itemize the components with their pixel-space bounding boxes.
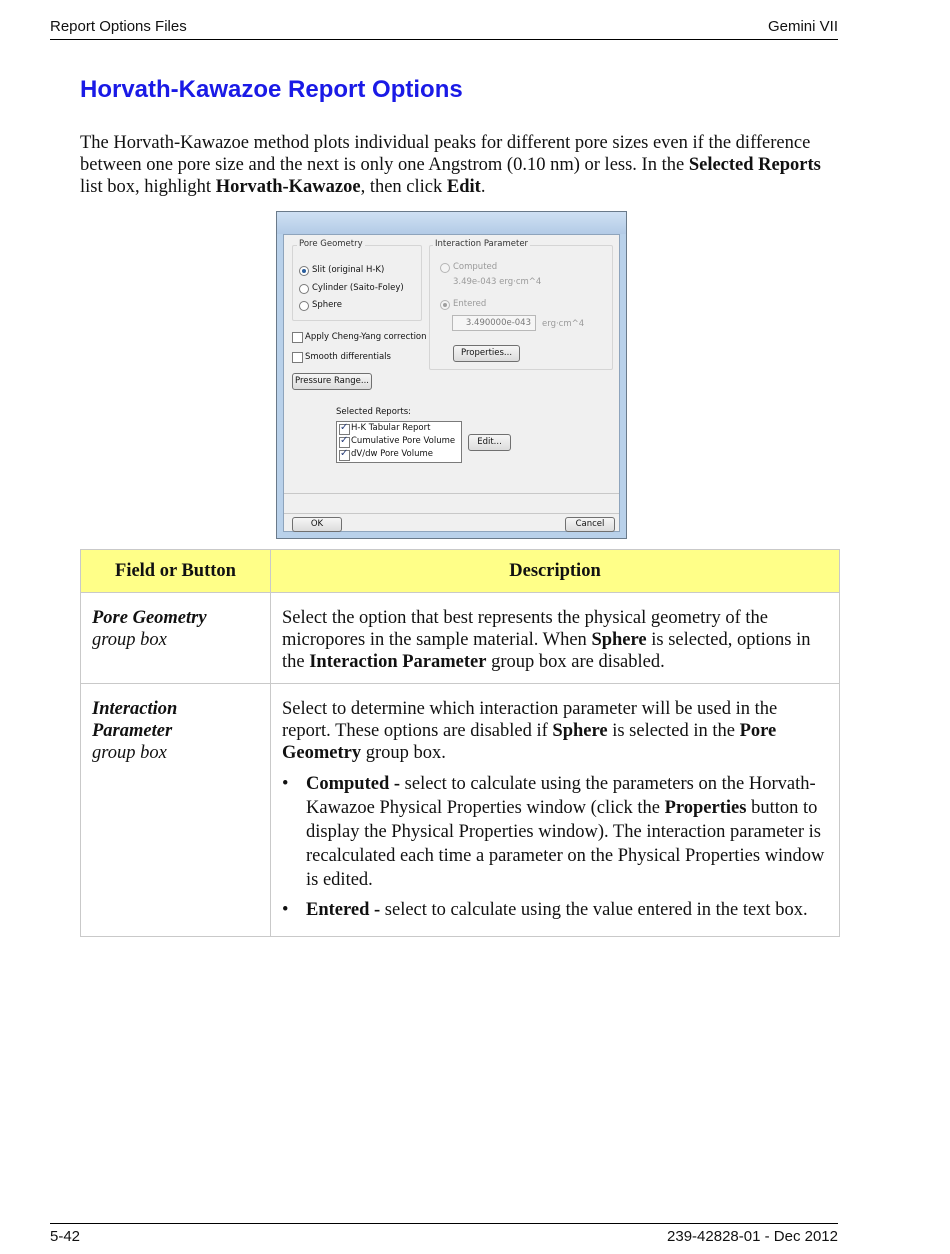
pressure-range-button[interactable]: Pressure Range...	[292, 373, 372, 390]
report-item-dvdw[interactable]: dV/dw Pore Volume	[351, 449, 433, 459]
smooth-label: Smooth differentials	[305, 352, 391, 362]
entered-value-input[interactable]: 3.490000e-043	[452, 315, 536, 331]
computed-label: Computed	[453, 262, 498, 272]
intro-paragraph: The Horvath-Kawazoe method plots individual peaks for different pore sizes even if the difference between one pore size and the next is only one Angstrom (0.10 nm) or less. In the Selected Reports list box, highlight Horvath-Kawazoe, then click Edit.	[80, 133, 821, 197]
column-header-field: Field or Button	[81, 550, 271, 593]
option-bullet-list	[282, 772, 829, 922]
entered-label: Entered	[453, 299, 487, 309]
computed-radio[interactable]	[440, 263, 450, 273]
ok-button[interactable]: OK	[292, 517, 342, 532]
interaction-parameter-label: Interaction Parameter	[435, 239, 529, 249]
slit-label: Slit (original H-K)	[312, 265, 385, 275]
report-checkbox-dvdw[interactable]	[339, 450, 350, 461]
report-item-hk-tabular[interactable]: H-K Tabular Report	[351, 423, 431, 433]
document-id: 239-42828-01 - Dec 2012	[667, 1228, 838, 1245]
list-item: • Entered - select to calculate using the value entered in the text box.	[282, 898, 829, 922]
field-description-table	[80, 549, 840, 937]
cancel-button[interactable]: Cancel	[565, 517, 615, 532]
table-row	[81, 684, 840, 937]
dialog-separator	[284, 493, 619, 494]
pore-geometry-label: Pore Geometry	[299, 239, 363, 249]
table-row	[81, 593, 840, 684]
list-item: • Computed - select to calculate using the parameters on the Horvath-Kawazoe Physical Properties window (click the Properties button to display the Physical Properties window). The interaction parameter is recalculated each time a parameter on the Physical Properties window is edited.	[282, 772, 829, 892]
dialog-body	[283, 234, 620, 532]
selected-reports-label: Selected Reports:	[336, 407, 412, 417]
page-title: Horvath-Kawazoe Report Options	[80, 76, 463, 103]
report-item-cumulative[interactable]: Cumulative Pore Volume	[351, 436, 456, 446]
description-cell-pore-geometry: Select the option that best represents the physical geometry of the micropores in the sample material. When Sphere is selected, options in the Interaction Parameter group box are disabled.	[271, 593, 840, 684]
slit-radio[interactable]	[299, 266, 309, 276]
field-type: group box	[92, 630, 167, 650]
description-cell-interaction-parameter	[271, 684, 840, 937]
field-cell-interaction-parameter	[81, 684, 271, 937]
page-footer	[50, 1223, 838, 1250]
sphere-radio[interactable]	[299, 301, 309, 311]
cylinder-label: Cylinder (Saito-Foley)	[312, 283, 404, 293]
header-section-title: Report Options Files	[50, 18, 187, 35]
field-name: Pore Geometry	[92, 608, 207, 628]
interaction-description: Select to determine which interaction parameter will be used in the report. These options are disabled if Sphere is selected in the Pore Geometry group box.	[282, 699, 778, 763]
smooth-checkbox[interactable]	[292, 352, 303, 363]
table-header-row	[81, 550, 840, 593]
entered-unit: erg·cm^4	[542, 319, 585, 329]
sphere-label: Sphere	[312, 300, 342, 310]
report-checkbox-hk-tabular[interactable]	[339, 424, 350, 435]
cylinder-radio[interactable]	[299, 284, 309, 294]
cheng-yang-label: Apply Cheng-Yang correction	[305, 332, 427, 342]
properties-button[interactable]: Properties...	[453, 345, 520, 362]
field-cell-pore-geometry	[81, 593, 271, 684]
header-product-name: Gemini VII	[767, 18, 838, 35]
report-checkbox-cumulative[interactable]	[339, 437, 350, 448]
selected-reports-listbox[interactable]	[336, 421, 462, 463]
page-number: 5-42	[50, 1228, 81, 1245]
field-type: group box	[92, 743, 167, 763]
column-header-description: Description	[271, 550, 840, 593]
page-header	[50, 18, 838, 40]
edit-button[interactable]: Edit...	[468, 434, 511, 451]
entered-radio[interactable]	[440, 300, 450, 310]
cheng-yang-checkbox[interactable]	[292, 332, 303, 343]
dialog-separator-bottom	[284, 513, 619, 514]
dialog-titlebar	[277, 212, 626, 234]
computed-value: 3.49e-043 erg·cm^4	[453, 277, 542, 287]
field-name: Interaction Parameter	[92, 699, 178, 741]
hk-report-options-dialog	[276, 211, 627, 539]
